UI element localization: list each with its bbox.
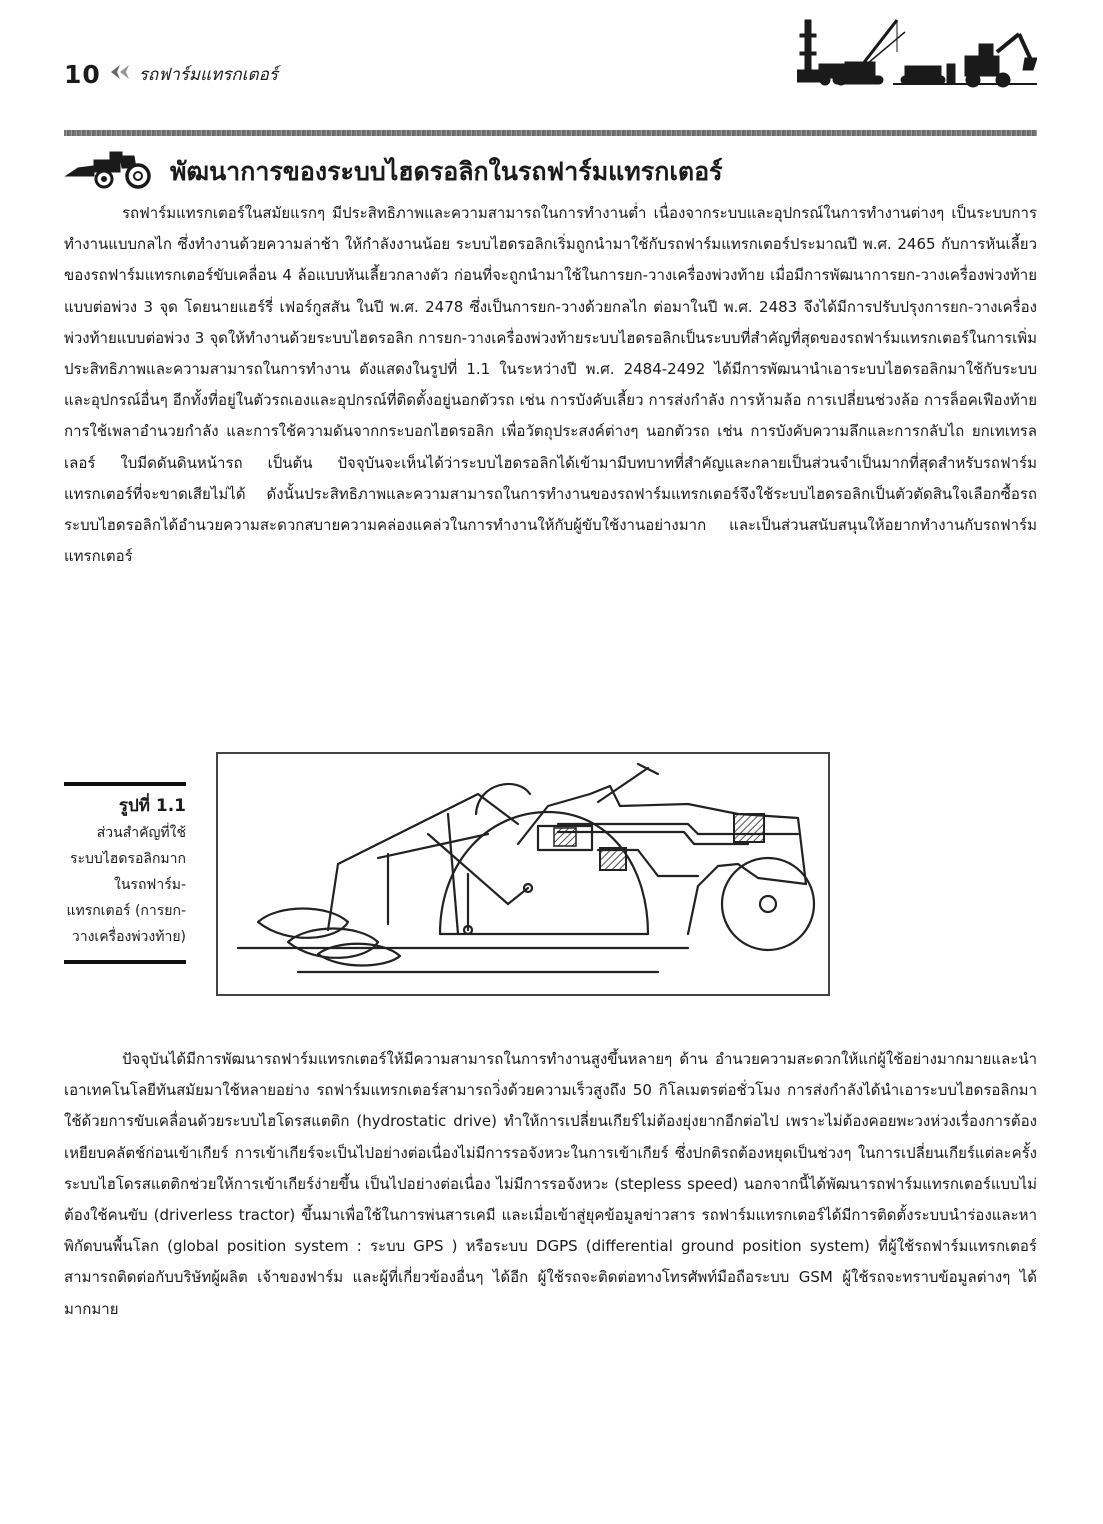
running-header xyxy=(64,54,278,94)
running-title: รถฟาร์มแทรกเตอร์ xyxy=(138,64,278,85)
body-paragraph-2: ปัจจุบันได้มีการพัฒนารถฟาร์มแทรกเตอร์ให้มีความสามารถในการทำงานสูงขึ้นหลายๆ ด้าน อำนวยความสะดวกให้แก่ผู้ใช้อย่างมากมายและนำเอาเทคโนโลยีทันสมัยมาใช้หลายอย่าง รถฟาร์มแทรกเตอร์สามารถวิ่งด้วยความเร็วสูงถึง 50 กิโลเมตรต่อชั่วโมง การส่งกำลังได้นำเอาระบบไฮดรอลิกมาใช้ด้วยการขับเคลื่อนด้วยระบบไฮโดรสแตติก (hydrostatic drive) ทำให้การเปลี่ยนเกียร์ไม่ต้องยุ่งยากอีกต่อไป เพราะไม่ต้องคอยพะวงห่วงเรื่องการต้องเหยียบคลัตช์ก่อนเข้าเกียร์ การเข้าเกียร์จะเป็นไปอย่างต่อเนื่องไม่มีการรอจังหวะในการเข้าเกียร์ ซึ่งปกติรถต้องหยุดเป็นช่วงๆ ในการเปลี่ยนเกียร์แต่ละครั้ง ระบบไฮโดรสแตติกช่วยให้การเข้าเกียร์ง่ายขึ้น เป็นไปอย่างต่อเนื่อง ไม่มีการรอจังหวะ (stepless speed) นอกจากนี้ได้พัฒนารถฟาร์มแทรกเตอร์แบบไม่ต้องใช้คนขับ (driverless tractor) ขึ้นมาเพื่อใช้ในการพ่นสารเคมี และเมื่อเข้าสู่ยุคข้อมูลข่าวสาร รถฟาร์มแทรกเตอร์ได้มีการติดตั้งระบบนำร่องและหาพิกัดบนพื้นโลก (global position system : ระบบ GPS ) หรือระบบ DGPS (differential ground position system) ที่ผู้ใช้รถฟาร์มแทรกเตอร์สามารถติดต่อกับบริษัทผู้ผลิต เจ้าของฟาร์ม และผู้ที่เกี่ยวข้องอื่นๆ ได้อีก ผู้ใช้รถจะติดต่อทางโทรศัพท์มือถือระบบ GSM ผู้ใช้รถจะทราบข้อมูลต่างๆ ได้มากมาย xyxy=(64,1050,1037,1318)
figure-caption-text: ส่วนสำคัญที่ใช้ระบบไฮดรอลิกมากในรถฟาร์ม-แทรกเตอร์ (การยก-วางเครื่องพ่วงท้าย) xyxy=(66,825,186,945)
body-paragraph-1: รถฟาร์มแทรกเตอร์ในสมัยแรกๆ มีประสิทธิภาพและความสามารถในการทำงานต่ำ เนื่องจากระบบและอุปกรณ์ในการทำงานต่างๆ เป็นระบบการทำงานแบบกลไก ซึ่งทำงานด้วยความล่าช้า ให้กำลังงานน้อย ระบบไฮดรอลิกเริ่มถูกนำมาใช้กับรถฟาร์มแทรกเตอร์ประมาณปี พ.ศ. 2465 กับการหันเลี้ยวของรถฟาร์มแทรกเตอร์ขับเคลื่อน 4 ล้อแบบหันเลี้ยวกลางตัว ก่อนที่จะถูกนำมาใช้ในการยก-วางเครื่องพ่วงท้าย เมื่อมีการพัฒนาการยก-วางเครื่องพ่วงท้ายแบบต่อพ่วง 3 จุด โดยนายแฮร์รี่ เฟอร์กูสสัน ในปี พ.ศ. 2478 ซึ่งเป็นการยก-วางด้วยกลไก ต่อมาในปี พ.ศ. 2483 จึงได้มีการปรับปรุงการยก-วางเครื่องพ่วงท้ายแบบต่อพ่วง 3 จุดให้ทำงานด้วยระบบไฮดรอลิก การยก-วางเครื่องพ่วงท้ายระบบไฮดรอลิกเป็นระบบที่สำคัญที่สุดของรถฟาร์มแทรกเตอร์ในการเพิ่มประสิทธิภาพและความสามารถในการทำงาน ดังแสดงในรูปที่ 1.1 ในระหว่างปี พ.ศ. 2484-2492 ได้มีการพัฒนานำเอาระบบไฮดรอลิกมาใช้กับระบบและอุปกรณ์อื่นๆ อีกทั้งที่อยู่ในตัวรถเองและอุปกรณ์ที่ติดตั้งอยู่นอกตัวรถ เช่น การบังคับเลี้ยว การส่งกำลัง การห้ามล้อ การเปลี่ยนช่วงล้อ การล็อคเฟืองท้าย การใช้เพลาอำนวยกำลัง และการใช้ความดันจากกระบอกไฮดรอลิก เพื่อวัตถุประสงค์ต่างๆ นอกตัวรถ เช่น การบังคับความลึกและการกลับไถ ยกเทเทรลเลอร์ ใบมีดดันดินหน้ารถ เป็นต้น ปัจจุบันจะเห็นได้ว่าระบบไฮดรอลิกได้เข้ามามีบทบาทที่สำคัญและกลายเป็นส่วนจำเป็นมากที่สุดสำหรับรถฟาร์มแทรกเตอร์ที่จะขาดเสียไม่ได้ ดังนั้นประสิทธิภาพและความสามารถในการทำงานของรถฟาร์มแทรกเตอร์จึงใช้ระบบไฮดรอลิกเป็นตัวตัดสินใจเลือกซื้อรถ ระบบไฮดรอลิกได้อำนวยความสะดวกสบายความคล่องแคล่วในการทำงานให้กับผู้ขับใช้งานอย่างมาก และเป็นส่วนสนับสนุนให้อยากทำงานกับรถฟาร์มแทรกเตอร์ xyxy=(64,204,1037,566)
figure-caption xyxy=(64,782,186,964)
tractor-hitch-diagram xyxy=(218,754,828,994)
farm-machinery-illustration xyxy=(797,12,1037,88)
section-title: พัฒนาการของระบบไฮดรอลิกในรถฟาร์มแทรกเตอร์ xyxy=(170,157,723,186)
figure-tractor-hydraulic-hitch xyxy=(216,752,830,996)
header-divider xyxy=(64,130,1037,136)
section-heading xyxy=(64,150,723,194)
page-number: 10 xyxy=(64,59,101,89)
figure-label: รูปที่ 1.1 xyxy=(118,796,186,816)
tractor-icon xyxy=(64,150,152,194)
double-chevron-left-icon xyxy=(109,64,131,84)
